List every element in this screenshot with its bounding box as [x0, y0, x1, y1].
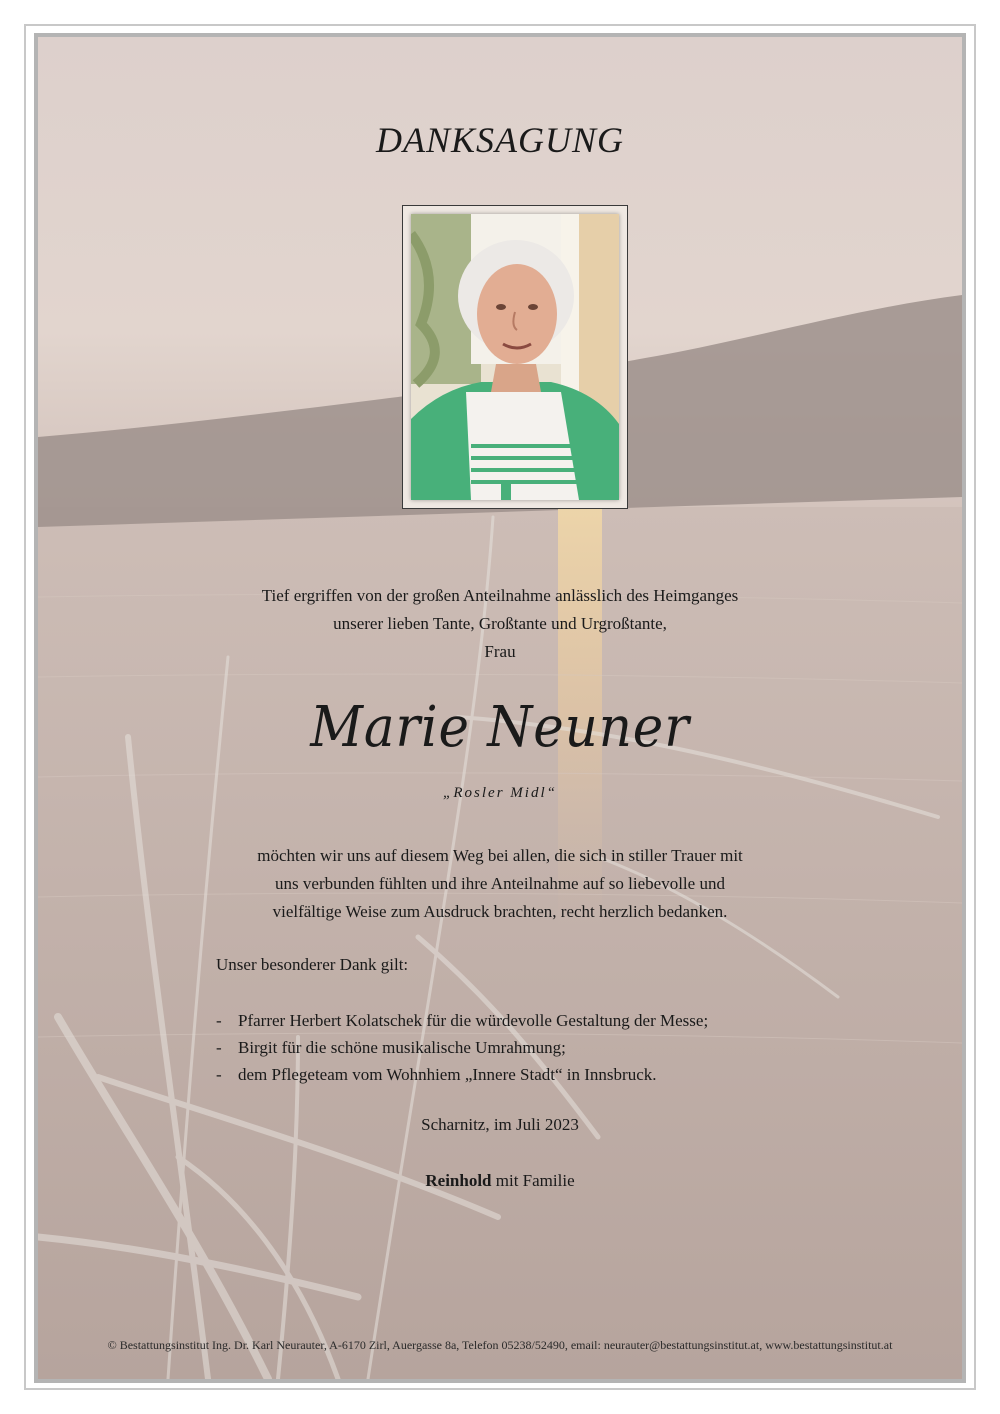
intro-line: Frau: [484, 642, 516, 661]
deceased-nickname: „Rosler Midl“: [443, 785, 557, 801]
body-line: möchten wir uns auf diesem Weg bei allen, die sich in stiller Trauer mit: [257, 846, 743, 865]
list-item: [216, 1034, 708, 1061]
thanks-text: [38, 842, 962, 926]
list-marker: -: [216, 1038, 222, 1057]
list-item-text: dem Pflegeteam vom Wohnhiem „Innere Stadt“ in Innsbruck.: [238, 1065, 657, 1084]
deceased-name: Marie Neuner: [310, 695, 690, 760]
place-date: Scharnitz, im Juli 2023: [421, 1115, 579, 1134]
page-title: DANKSAGUNG: [375, 120, 624, 160]
intro-text: [38, 582, 962, 666]
list-marker: -: [216, 1065, 222, 1084]
intro-line: Tief ergriffen von der großen Anteilnahme anlässlich des Heimganges: [261, 586, 739, 605]
portrait-photo: [411, 214, 619, 500]
body-line: vielfältige Weise zum Ausdruck brachten, recht herzlich bedanken.: [272, 902, 728, 921]
signature-rest: mit Familie: [491, 1171, 575, 1190]
special-thanks-list: [216, 1007, 708, 1088]
special-thanks-heading: Unser besonderer Dank gilt:: [216, 955, 409, 974]
signature-name: Reinhold: [425, 1171, 492, 1190]
list-item-text: Pfarrer Herbert Kolatschek für die würdevolle Gestaltung der Messe;: [238, 1011, 709, 1030]
list-marker: -: [216, 1011, 222, 1030]
portrait-frame: [402, 205, 628, 509]
body-line: uns verbunden fühlten und ihre Anteilnahme auf so liebevolle und: [275, 874, 725, 893]
list-item: [216, 1061, 708, 1088]
card: [34, 33, 966, 1383]
list-item: [216, 1007, 708, 1034]
signature: [38, 1171, 962, 1191]
footer-imprint: © Bestattungsinstitut Ing. Dr. Karl Neurauter, A-6170 Zirl, Auergasse 8a, Telefon 05238/52490, email: neurauter@bestattungsinstitut.at, www.bestattungsinstitut.at: [107, 1338, 893, 1352]
content: [38, 37, 962, 1379]
intro-line: unserer lieben Tante, Großtante und Urgroßtante,: [333, 614, 667, 633]
list-item-text: Birgit für die schöne musikalische Umrahmung;: [238, 1038, 566, 1057]
